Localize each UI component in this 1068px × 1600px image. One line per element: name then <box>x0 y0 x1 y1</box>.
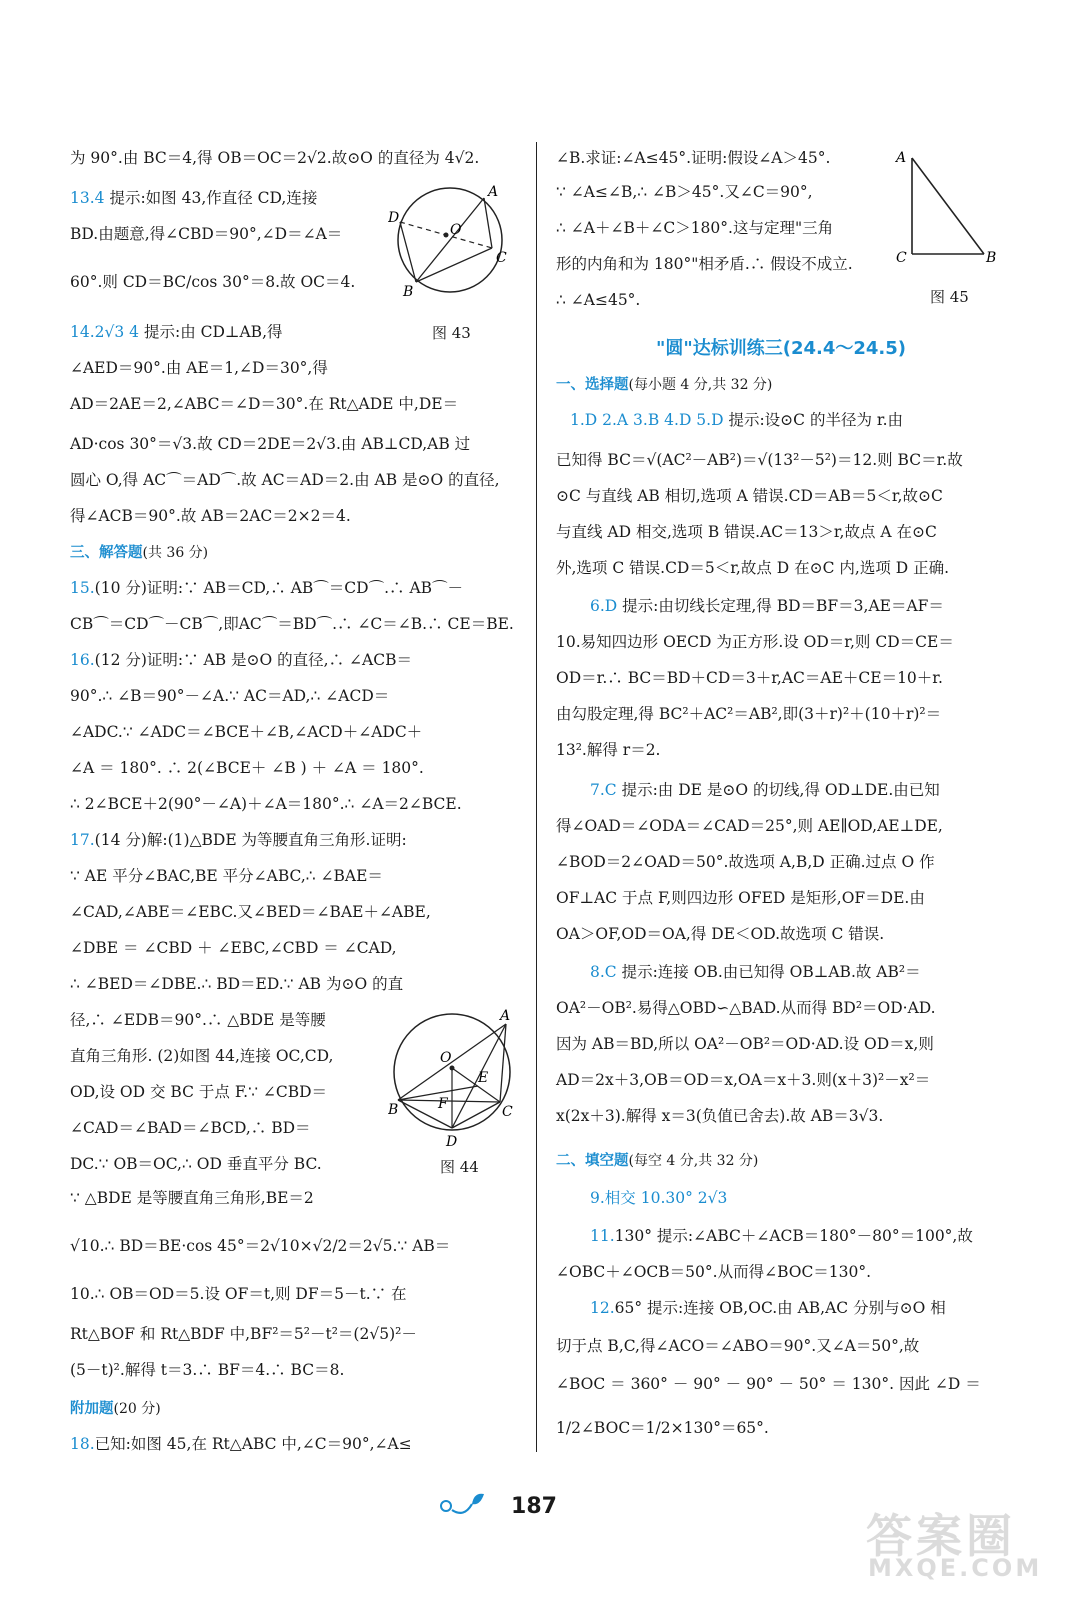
question-12 <box>556 1298 1006 1318</box>
section-title: "圆"达标训练三(24.4～24.5) <box>655 338 907 359</box>
question-7 <box>556 780 1006 800</box>
figure-label: O <box>450 222 462 238</box>
section-header <box>556 374 1006 395</box>
figure-label: B <box>986 250 997 266</box>
text-line: 提示:由 CD⊥AB,得 <box>139 323 283 341</box>
text-line: ∠B.求证:∠A≤45°.证明:假设∠A＞45°. <box>556 149 831 167</box>
figure-caption: 图 44 <box>440 1158 479 1176</box>
question-14 <box>70 322 388 342</box>
text-line: (12 分)证明:∵ AB 是⊙O 的直径,∴ ∠ACB＝ <box>94 651 412 669</box>
text-line: ⊙C 与直线 AB 相切,选项 A 错误.CD＝AB＝5＜r,故⊙C <box>556 487 943 505</box>
questions-9-10 <box>556 1188 1006 1208</box>
text-line: 径,∴ ∠EDB＝90°.∴ △BDE 是等腰 <box>70 1011 326 1029</box>
text-line: 得∠OAD＝∠ODA＝∠CAD＝25°,则 AE∥OD,AE⊥DE, <box>556 817 943 835</box>
column-divider <box>536 142 537 1452</box>
question-number: 13.4 <box>70 189 105 207</box>
text-line: 形的内角和为 180°"相矛盾.∴ 假设不成立. <box>556 255 853 273</box>
text-line: ∴ 2∠BCE＋2(90°－∠A)＋∠A＝180°.∴ ∠A＝2∠BCE. <box>70 795 462 813</box>
text-line: 提示:如图 43,作直径 CD,连接 <box>104 189 318 207</box>
section-title: 一、选择题 <box>556 377 629 393</box>
text-line: 1/2∠BOC＝1/2×130°＝65°. <box>556 1419 769 1437</box>
text-line: 提示:由切线长定理,得 BD＝BF＝3,AE＝AF＝ <box>617 597 944 615</box>
question-18 <box>70 1434 518 1454</box>
text-line: 65° 提示:连接 OB,OC.由 AB,AC 分别与⊙O 相 <box>614 1299 946 1317</box>
question-11 <box>556 1226 1006 1246</box>
text-line: OD,设 OD 交 BC 于点 F.∵ ∠CBD＝ <box>70 1083 328 1101</box>
text-line: ∵ ∠A≤∠B,∴ ∠B＞45°.又∠C＝90°, <box>556 183 813 201</box>
question-15 <box>70 578 518 598</box>
text-line: (10 分)证明:∵ AB＝CD,∴ AB⌒＝CD⌒.∴ AB⌒－ <box>94 579 464 597</box>
questions-1-5 <box>556 410 1006 430</box>
text-line: ∠BOC ＝ 360° － 90° － 90° － 50° ＝ 130°. 因此 ∠D ＝ <box>556 1375 981 1393</box>
text-line: 与直线 AD 相交,选项 B 错误.AC＝13＞r,故点 A 在⊙C <box>556 523 937 541</box>
text-line: DC.∵ OB＝OC,∴ OD 垂直平分 BC. <box>70 1155 322 1173</box>
text-line: OD＝r.∴ BC＝BD＋CD＝3＋r,AC＝AE＋CE＝10＋r. <box>556 669 943 687</box>
question-number: 7.C <box>590 781 617 799</box>
answer-list: 1.D 2.A 3.B 4.D 5.D <box>570 411 724 429</box>
text-line: AD·cos 30°＝√3.故 CD＝2DE＝2√3.由 AB⊥CD,AB 过 <box>70 435 471 453</box>
text-line: ∠AED＝90°.由 AE＝1,∠D＝30°,得 <box>70 359 328 377</box>
figure-label: E <box>478 1070 489 1086</box>
watermark-url: MXQE.COM <box>868 1554 1043 1582</box>
page-number: 187 <box>511 1494 557 1519</box>
text-line: 提示:设⊙C 的半径为 r.由 <box>723 411 904 429</box>
question-number: 17. <box>70 831 95 849</box>
question-13 <box>70 188 388 208</box>
text-line: 90°.∴ ∠B＝90°－∠A.∵ AC＝AD,∴ ∠ACD＝ <box>70 687 390 705</box>
text-line: ∠OBC＋∠OCB＝50°.从而得∠BOC＝130°. <box>556 1263 872 1281</box>
text-line: ∵ AE 平分∠BAC,BE 平分∠ABC,∴ ∠BAE＝ <box>70 867 383 885</box>
question-number: 15. <box>70 579 95 597</box>
text-line: 由勾股定理,得 BC²＋AC²＝AB²,即(3＋r)²＋(10＋r)²＝ <box>556 705 942 723</box>
text-line: 已知:如图 45,在 Rt△ABC 中,∠C＝90°,∠A≤ <box>94 1435 412 1453</box>
text-line: 因为 AB＝BD,所以 OA²－OB²＝OD·AD.设 OD＝x,则 <box>556 1035 934 1053</box>
text-line: x(2x＋3).解得 x＝3(负值已舍去).故 AB＝3√3. <box>556 1107 884 1125</box>
figure-44 <box>388 1004 518 1154</box>
question-17 <box>70 830 518 850</box>
section-title: 三、解答题 <box>70 545 143 561</box>
text-line: ∵ △BDE 是等腰直角三角形,BE＝2 <box>70 1189 314 1207</box>
figure-45 <box>894 150 1006 266</box>
text-line: 切于点 B,C,得∠ACO＝∠ABO＝90°.又∠A＝50°,故 <box>556 1337 920 1355</box>
text-line: 10.∴ OB＝OD＝5.设 OF＝t,则 DF＝5－t.∵ 在 <box>70 1285 407 1303</box>
text-line: OF⊥AC 于点 F,则四边形 OFED 是矩形,OF＝DE.由 <box>556 889 925 907</box>
text-line: ∴ ∠A＋∠B＋∠C＞180°.这与定理"三角 <box>556 219 834 237</box>
text-line: 直角三角形. (2)如图 44,连接 OC,CD, <box>70 1047 334 1065</box>
text-line: 60°.则 CD＝BC/cos 30°＝8.故 OC＝4. <box>70 273 356 291</box>
text-line: OA＞OF,OD＝OA,得 DE＜OD.故选项 C 错误. <box>556 925 885 943</box>
figure-label: B <box>388 1102 399 1118</box>
text-line: 外,选项 C 错误.CD＝5＜r,故点 D 在⊙C 内,选项 D 正确. <box>556 559 950 577</box>
figure-label: C <box>896 250 907 266</box>
watermark-text: 答案圈 <box>866 1509 1016 1563</box>
figure-label: A <box>488 184 499 200</box>
figure-label: O <box>440 1050 452 1066</box>
section-title: 附加题 <box>70 1401 114 1417</box>
question-16 <box>70 650 518 670</box>
text-line: ∠DBE ＝ ∠CBD ＋ ∠EBC,∠CBD ＝ ∠CAD, <box>70 939 397 957</box>
figure-label: B <box>403 284 414 300</box>
section-title: 二、填空题 <box>556 1153 629 1169</box>
watermark <box>866 1500 1056 1590</box>
text-line: 圆心 O,得 AC⌒＝AD⌒.故 AC＝AD＝2.由 AB 是⊙O 的直径, <box>70 471 500 489</box>
question-number: 16. <box>70 651 95 669</box>
text-line: (5－t)².解得 t＝3.∴ BF＝4.∴ BC＝8. <box>70 1361 345 1379</box>
text-line: 130° 提示:∠ABC＋∠ACB＝180°－80°＝100°,故 <box>614 1227 973 1245</box>
section-score: (每空 4 分,共 32 分) <box>628 1153 759 1169</box>
text-line: Rt△BOF 和 Rt△BDF 中,BF²＝5²－t²＝(2√5)²－ <box>70 1325 417 1343</box>
text-line: ∴ ∠BED＝∠DBE.∴ BD＝ED.∵ AB 为⊙O 的直 <box>70 975 404 993</box>
text-line: OA²－OB².易得△OBD∽△BAD.从而得 BD²＝OD·AD. <box>556 999 936 1017</box>
figure-label: C <box>496 250 507 266</box>
text-line: 10.易知四边形 OECD 为正方形.设 OD＝r,则 CD＝CE＝ <box>556 633 954 651</box>
text-line: 提示:连接 OB.由已知得 OB⊥AB.故 AB²＝ <box>616 963 921 981</box>
figure-label: D <box>388 210 400 226</box>
section-header <box>70 1398 518 1419</box>
question-number: 18. <box>70 1435 95 1453</box>
text-line: 得∠ACB＝90°.故 AB＝2AC＝2×2＝4. <box>70 507 351 525</box>
text-line: ∠ADC.∵ ∠ADC＝∠BCE＋∠B,∠ACD＋∠ADC＋ <box>70 723 423 741</box>
section-header <box>556 1150 1006 1171</box>
text-line: 为 90°.由 BC＝4,得 OB＝OC＝2√2.故⊙O 的直径为 4√2. <box>70 149 480 167</box>
text-line: ∠A ＝ 180°. ∴ 2(∠BCE＋ ∠B ) ＋ ∠A ＝ 180°. <box>70 759 424 777</box>
figure-43 <box>388 182 518 302</box>
text-line: ∠BOD＝2∠OAD＝50°.故选项 A,B,D 正确.过点 O 作 <box>556 853 935 871</box>
section-score: (20 分) <box>113 1401 161 1417</box>
figure-label: D <box>446 1134 458 1150</box>
section-score: (每小题 4 分,共 32 分) <box>628 377 773 393</box>
question-8 <box>556 962 1006 982</box>
figure-label: C <box>502 1104 513 1120</box>
figure-label: F <box>438 1096 448 1112</box>
figure-caption: 图 45 <box>930 288 969 306</box>
question-6 <box>556 596 1006 616</box>
text-line: ∠CAD＝∠BAD＝∠BCD,∴ BD＝ <box>70 1119 311 1137</box>
text-line: √10.∴ BD＝BE·cos 45°＝2√10×√2/2＝2√5.∵ AB＝ <box>70 1237 451 1255</box>
text-line: 已知得 BC＝√(AC²－AB²)＝√(13²－5²)＝12.则 BC＝r.故 <box>556 451 963 469</box>
question-number: 14.2√3 4 <box>70 323 140 341</box>
text-line: 13².解得 r＝2. <box>556 741 661 759</box>
section-score: (共 36 分) <box>142 545 209 561</box>
question-number: 8.C <box>590 963 617 981</box>
text-line: ∠CAD,∠ABE＝∠EBC.又∠BED＝∠BAE＋∠ABE, <box>70 903 431 921</box>
text-line: BD.由题意,得∠CBD＝90°,∠D＝∠A＝ <box>70 225 343 243</box>
text-line: AD＝2x＋3,OB＝OD＝x,OA＝x＋3.则(x＋3)²－x²＝ <box>556 1071 931 1089</box>
text-line: AD＝2AE＝2,∠ABC＝∠D＝30°.在 Rt△ADE 中,DE＝ <box>70 395 459 413</box>
answer-list: 9.相交 10.30° 2√3 <box>590 1189 728 1207</box>
text-line: 提示:由 DE 是⊙O 的切线,得 OD⊥DE.由已知 <box>616 781 940 799</box>
figure-label: A <box>896 150 907 166</box>
text-line: (14 分)解:(1)△BDE 为等腰直角三角形.证明: <box>94 831 407 849</box>
question-number: 6.D <box>590 597 618 615</box>
question-number: 11. <box>590 1227 615 1245</box>
figure-caption: 图 43 <box>432 324 471 342</box>
text-line: ∴ ∠A≤45°. <box>556 291 641 309</box>
text-line: CB⌒＝CD⌒－CB⌒,即AC⌒＝BD⌒.∴ ∠C＝∠B.∴ CE＝BE. <box>70 615 514 633</box>
figure-label: A <box>500 1008 511 1024</box>
section-header <box>70 542 518 563</box>
question-number: 12. <box>590 1299 615 1317</box>
